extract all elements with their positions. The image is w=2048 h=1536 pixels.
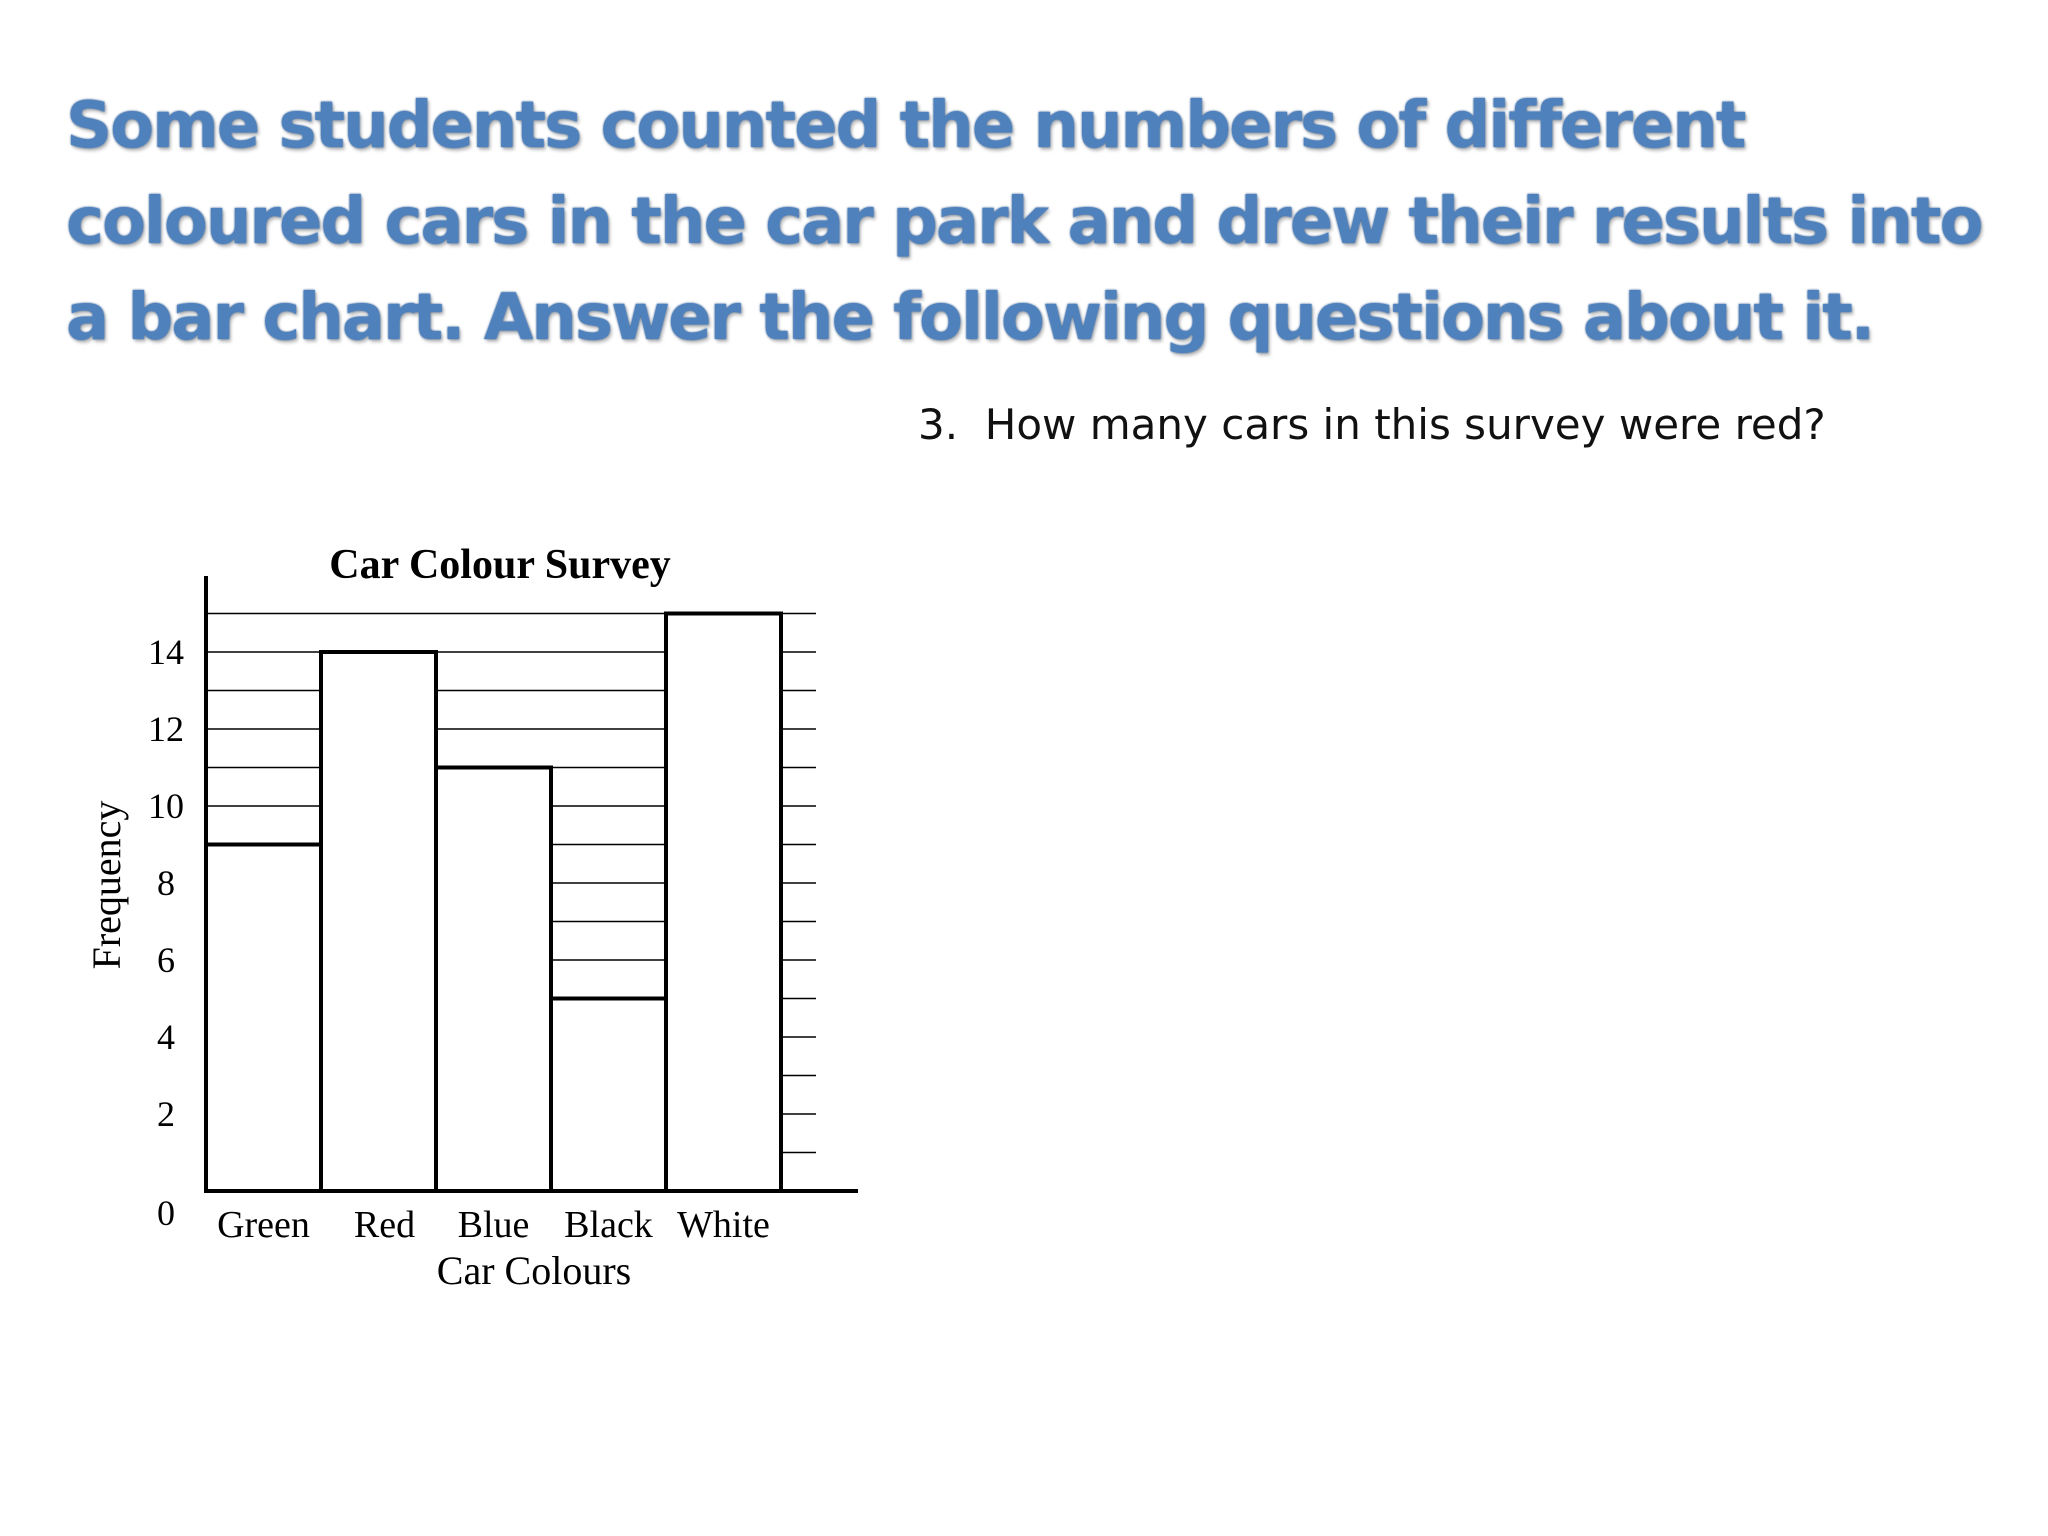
y-axis-ticks — [148, 632, 184, 1233]
instructions-heading: Some students counted the numbers of different coloured cars in the car park and drew their results into a bar chart. Answer the following questions about it. — [66, 89, 1982, 355]
y-tick-label-8: 8 — [157, 863, 175, 903]
bar-green — [206, 845, 321, 1192]
y-tick-label-12: 12 — [148, 709, 184, 749]
chart-bars — [206, 614, 781, 1192]
question-3: 3. How many cars in this survey were red? — [918, 400, 1826, 449]
x-tick-label-white: White — [677, 1204, 770, 1246]
x-tick-label-green: Green — [217, 1204, 310, 1246]
y-tick-label-10: 10 — [148, 786, 184, 826]
bar-black — [551, 999, 666, 1192]
y-tick-label-6: 6 — [157, 940, 175, 980]
bar-white — [666, 614, 781, 1192]
y-tick-label-0: 0 — [157, 1193, 175, 1233]
y-tick-label-2: 2 — [157, 1094, 175, 1134]
x-axis-label: Car Colours — [436, 1248, 632, 1293]
bar-blue — [436, 768, 551, 1192]
y-axis-label: Frequency — [84, 800, 129, 970]
x-tick-label-red: Red — [353, 1204, 416, 1246]
y-tick-label-14: 14 — [148, 632, 184, 672]
x-axis-ticks — [217, 1204, 770, 1246]
x-tick-label-black: Black — [564, 1204, 653, 1246]
bar-red — [321, 652, 436, 1191]
chart-title: Car Colour Survey — [329, 542, 671, 588]
y-tick-label-4: 4 — [157, 1017, 175, 1057]
x-tick-label-blue: Blue — [457, 1204, 530, 1246]
